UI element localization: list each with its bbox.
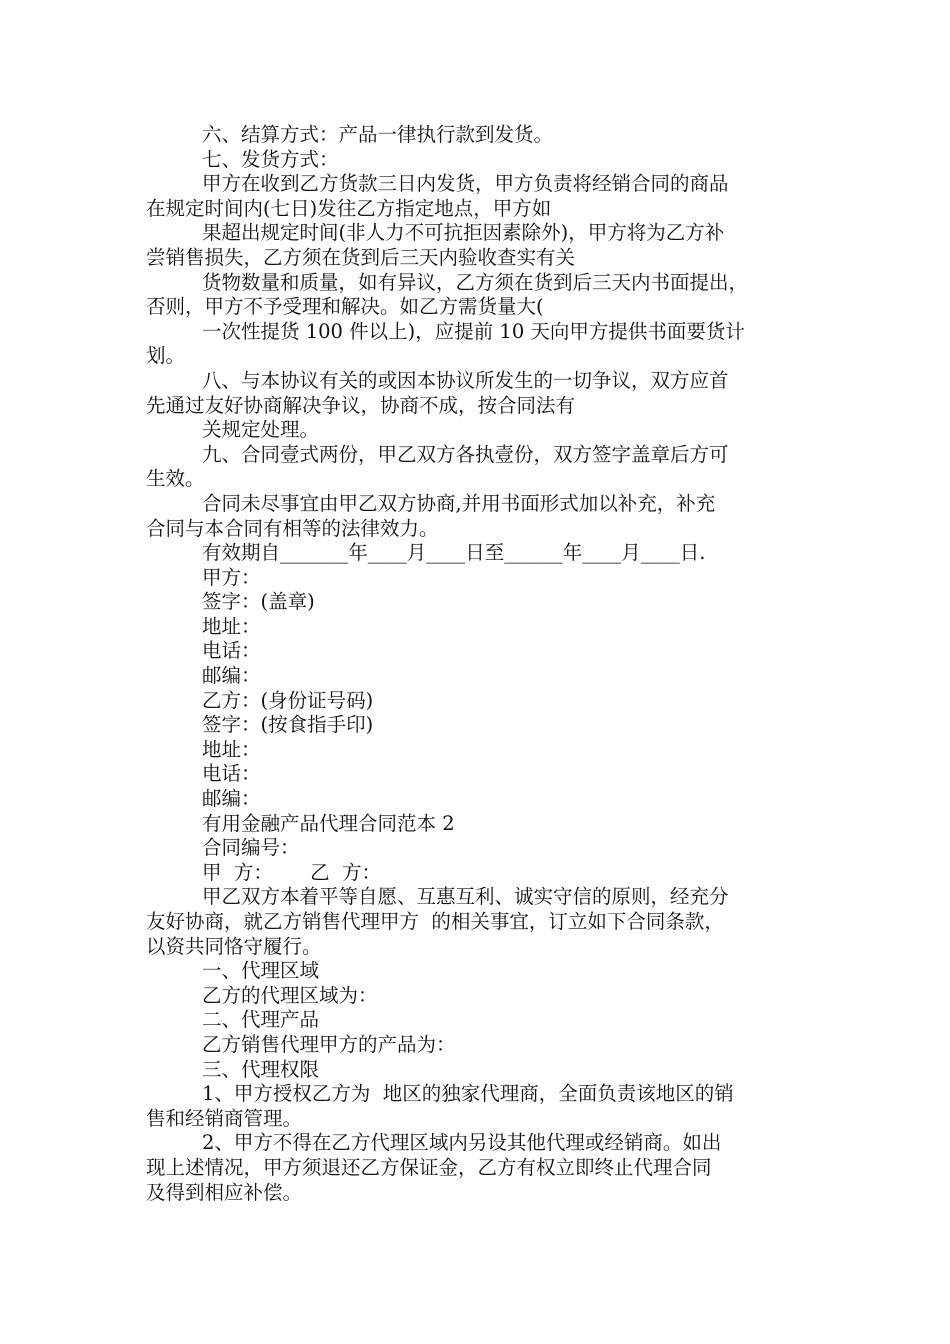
document-text-line: 合同编号：	[202, 836, 300, 860]
document-text-line: 一次性提货 100 件以上)，应提前 10 天向甲方提供书面要货计	[202, 319, 745, 343]
document-text-line: 签字：(盖章)	[202, 590, 315, 614]
document-text-line: 及得到相应补偿。	[146, 1180, 303, 1204]
document-text-line: 果超出规定时间(非人力不可抗拒因素除外)，甲方将为乙方补	[202, 221, 725, 245]
document-text-line: 生效。	[146, 467, 205, 491]
document-text-line: 关规定处理。	[202, 418, 320, 442]
document-text-line: 甲乙双方本着平等自愿、互惠互利、诚实守信的原则，经充分	[202, 885, 729, 909]
document-text-line: 合同与本合同有相等的法律效力。	[146, 516, 439, 540]
document-text-line: 在规定时间内(七日)发往乙方指定地点，甲方如	[146, 196, 552, 220]
document-text-line: 地址：	[202, 614, 261, 638]
document-text-line: 邮编：	[202, 787, 261, 811]
document-text-line: 以资共同恪守履行。	[146, 934, 322, 958]
document-text-line: 2、甲方不得在乙方代理区域内另设其他代理或经销商。如出	[202, 1131, 722, 1155]
document-text-line: 甲 方： 乙 方：	[202, 860, 381, 884]
document-text-line: 否则，甲方不予受理和解决。如乙方需货量大(	[146, 295, 544, 319]
document-body	[146, 123, 816, 1205]
document-text-line: 先通过友好协商解决争议，协商不成，按合同法有	[146, 393, 576, 417]
document-text-line: 有效期自_______年____月____日至______年____月____日.	[202, 541, 706, 565]
document-text-line: 乙方销售代理甲方的产品为：	[202, 1032, 456, 1056]
document-text-line: 地址：	[202, 737, 261, 761]
document-text-line: 六、结算方式：产品一律执行款到发货。	[202, 123, 554, 146]
document-text-line: 1、甲方授权乙方为 地区的独家代理商，全面负责该地区的销	[202, 1082, 734, 1106]
document-text-line: 乙方的代理区域为：	[202, 983, 378, 1007]
document-text-line: 九、合同壹式两份，甲乙双方各执壹份，双方签字盖章后方可	[202, 442, 729, 466]
document-text-line: 电话：	[202, 639, 261, 663]
document-text-line: 友好协商，就乙方销售代理甲方 的相关事宜，订立如下合同条款，	[146, 910, 724, 933]
document-text-line: 甲方：	[202, 565, 261, 589]
document-text-line: 八、与本协议有关的或因本协议所发生的一切争议，双方应首	[202, 368, 729, 392]
document-text-line: 合同未尽事宜由甲乙双方协商,并用书面形式加以补充，补充	[202, 491, 716, 515]
document-text-line: 三、代理权限	[202, 1057, 320, 1081]
document-text-line: 售和经销商管理。	[146, 1106, 303, 1130]
document-text-line: 乙方：(身份证号码)	[202, 688, 374, 712]
document-text-line: 货物数量和质量，如有异议，乙方须在货到后三天内书面提出，	[202, 270, 749, 294]
document-text-line: 二、代理产品	[202, 1008, 320, 1032]
document-text-line: 划。	[146, 344, 186, 368]
document-text-line: 七、发货方式：	[202, 147, 339, 171]
document-text-line: 甲方在收到乙方货款三日内发货，甲方负责将经销合同的商品	[202, 172, 729, 196]
document-text-line: 一、代理区域	[202, 959, 320, 983]
document-text-line: 签字：(按食指手印)	[202, 713, 374, 737]
document-text-line: 邮编：	[202, 664, 261, 688]
document-text-line: 尝销售损失，乙方须在货到后三天内验收查实有关	[146, 245, 576, 269]
document-text-line: 现上述情况，甲方须退还乙方保证金，乙方有权立即终止代理合同	[146, 1155, 712, 1179]
document-text-line: 电话：	[202, 762, 261, 786]
document-text-line: 有用金融产品代理合同范本 2	[202, 811, 455, 835]
